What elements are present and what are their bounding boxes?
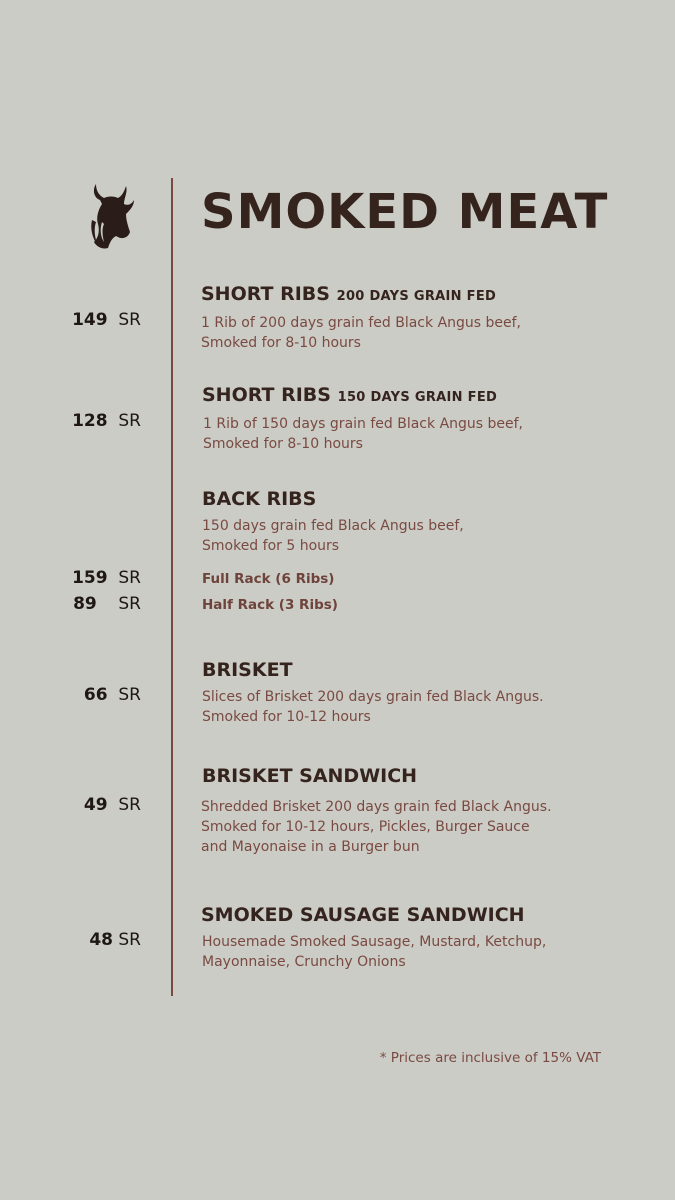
item-description (202, 932, 546, 972)
item-name: SHORT RIBS (202, 384, 331, 406)
item-subtitle: 200 DAYS GRAIN FED (336, 289, 497, 304)
price-currency: SR (118, 795, 141, 815)
item-name: BRISKET SANDWICH (202, 765, 418, 787)
rack-option: Full Rack (6 Ribs) (202, 571, 335, 587)
description-line: Smoked for 10-12 hours (202, 709, 371, 725)
vertical-divider (171, 178, 173, 996)
description-line: Smoked for 8-10 hours (201, 335, 361, 351)
item-name: SHORT RIBS (201, 283, 330, 305)
description-line: 1 Rib of 150 days grain fed Black Angus beef, (203, 416, 524, 432)
item-subtitle: 150 DAYS GRAIN FED (337, 390, 498, 405)
item-price (72, 310, 141, 330)
item-price (89, 930, 141, 950)
item-price (84, 685, 141, 705)
price-currency: SR (118, 930, 141, 950)
item-price (72, 411, 141, 431)
item-title (202, 765, 417, 787)
item-description (202, 687, 544, 727)
price-amount: 66 (83, 685, 108, 705)
item-price (73, 594, 141, 614)
description-line: Smoked for 5 hours (202, 538, 340, 554)
description-line: and Mayonaise in a Burger bun (201, 839, 420, 855)
price-currency: SR (118, 568, 141, 588)
description-line: Shredded Brisket 200 days grain fed Black Angus. (201, 799, 552, 815)
price-amount: 159 (72, 568, 108, 588)
description-line: 150 days grain fed Black Angus beef, (202, 518, 464, 534)
item-name: SMOKED SAUSAGE SANDWICH (201, 904, 525, 926)
item-price (72, 568, 141, 588)
description-line: Smoked for 8-10 hours (203, 436, 363, 452)
item-title (202, 659, 293, 681)
item-title (202, 488, 316, 510)
description-line: Slices of Brisket 200 days grain fed Black Angus. (202, 689, 544, 705)
price-amount: 128 (72, 411, 108, 431)
price-currency: SR (118, 594, 141, 614)
item-title (202, 384, 497, 406)
price-currency: SR (118, 310, 141, 330)
item-price (84, 795, 141, 815)
item-title (201, 904, 525, 926)
item-description (203, 414, 523, 454)
price-currency: SR (118, 685, 141, 705)
description-line: 1 Rib of 200 days grain fed Black Angus beef, (201, 315, 522, 331)
price-amount: 89 (73, 594, 97, 614)
bull-head-icon (88, 180, 136, 252)
description-line: Housemade Smoked Sausage, Mustard, Ketchup, (202, 934, 547, 950)
rack-option: Half Rack (3 Ribs) (202, 597, 338, 613)
price-amount: 48 (89, 930, 113, 950)
item-description (202, 516, 464, 556)
item-description (201, 313, 521, 353)
page-title: SMOKED MEAT (201, 184, 609, 240)
vat-footnote: * Prices are inclusive of 15% VAT (379, 1050, 601, 1066)
item-description (201, 797, 552, 857)
item-title (201, 283, 496, 305)
price-currency: SR (118, 411, 141, 431)
description-line: Smoked for 10-12 hours, Pickles, Burger Sauce (201, 819, 530, 835)
item-name: BACK RIBS (202, 488, 317, 510)
item-name: BRISKET (202, 659, 293, 681)
price-amount: 49 (83, 795, 108, 815)
description-line: Mayonnaise, Crunchy Onions (202, 954, 406, 970)
price-amount: 149 (72, 310, 108, 330)
